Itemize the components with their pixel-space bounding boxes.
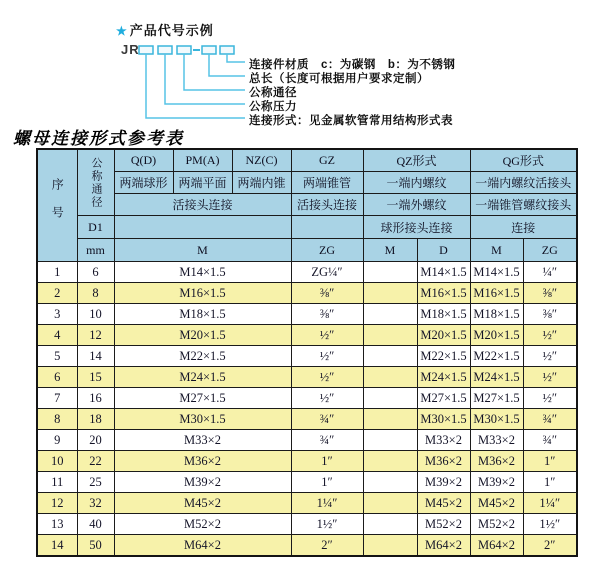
header-row-4 <box>37 216 577 239</box>
cell-qg-m: M14×1.5 <box>470 262 523 283</box>
cell-qg-m: M64×2 <box>470 535 523 557</box>
header-col-nz: NZ(C) <box>232 149 291 172</box>
cell-qg-m: M24×1.5 <box>470 367 523 388</box>
table-row <box>37 346 577 367</box>
cell-qz-m <box>363 514 417 535</box>
cell-dn: 15 <box>77 367 114 388</box>
header-qz-desc1: 一端内螺纹 <box>363 172 470 194</box>
cell-dn: 16 <box>77 388 114 409</box>
cell-m: M45×2 <box>114 493 291 514</box>
cell-gz: ½″ <box>291 346 363 367</box>
cell-no: 10 <box>37 451 77 472</box>
cell-qg-m: M52×2 <box>470 514 523 535</box>
table-body <box>37 262 577 557</box>
header-qpmnz-conn: 活接头连接 <box>114 194 291 216</box>
cell-gz: ¾″ <box>291 409 363 430</box>
cell-m: M18×1.5 <box>114 304 291 325</box>
cell-gz: 1″ <box>291 472 363 493</box>
cell-qz-m <box>363 262 417 283</box>
cell-qz-m <box>363 493 417 514</box>
header-blank-wide <box>114 216 291 239</box>
header-q-desc: 两端球形 <box>114 172 173 194</box>
cell-qz-m <box>363 409 417 430</box>
cell-gz: 1½″ <box>291 514 363 535</box>
cell-gz: ½″ <box>291 367 363 388</box>
cell-qz-d: M36×2 <box>417 451 470 472</box>
cell-qg-zg: ½″ <box>523 367 577 388</box>
cell-qg-zg: 1″ <box>523 472 577 493</box>
cell-qz-d: M64×2 <box>417 535 470 557</box>
table-row <box>37 409 577 430</box>
cell-dn: 22 <box>77 451 114 472</box>
cell-qg-m: M22×1.5 <box>470 346 523 367</box>
header-qz-d: D <box>417 239 470 262</box>
cell-gz: ¾″ <box>291 430 363 451</box>
code-box-1 <box>139 46 153 54</box>
header-qz-m: M <box>363 239 417 262</box>
table-title: 螺母连接形式参考表 <box>13 129 184 148</box>
cell-m: M24×1.5 <box>114 367 291 388</box>
cell-qz-d: M33×2 <box>417 430 470 451</box>
cell-qz-m <box>363 304 417 325</box>
table-row <box>37 262 577 283</box>
cell-m: M64×2 <box>114 535 291 557</box>
header-gz-conn: 活接头连接 <box>291 194 363 216</box>
cell-qz-d: M14×1.5 <box>417 262 470 283</box>
cell-qg-zg: ⅜″ <box>523 304 577 325</box>
code-prefix: JR <box>121 42 140 57</box>
header-nz-desc: 两端内锥 <box>232 172 291 194</box>
cell-dn: 18 <box>77 409 114 430</box>
table-row <box>37 472 577 493</box>
cell-dn: 6 <box>77 262 114 283</box>
header-row-3 <box>37 194 577 216</box>
cell-dn: 20 <box>77 430 114 451</box>
cell-dn: 10 <box>77 304 114 325</box>
cell-qz-d: M20×1.5 <box>417 325 470 346</box>
cell-m: M27×1.5 <box>114 388 291 409</box>
cell-dn: 25 <box>77 472 114 493</box>
cell-gz: 2″ <box>291 535 363 557</box>
cell-qg-m: M36×2 <box>470 451 523 472</box>
cell-no: 8 <box>37 409 77 430</box>
table-row <box>37 430 577 451</box>
cell-no: 14 <box>37 535 77 557</box>
header-col-gz: GZ <box>291 149 363 172</box>
cell-gz: 1″ <box>291 451 363 472</box>
cell-qg-zg: ½″ <box>523 346 577 367</box>
cell-gz: ZG¼″ <box>291 262 363 283</box>
cell-qg-m: M33×2 <box>470 430 523 451</box>
cell-m: M36×2 <box>114 451 291 472</box>
header-qg-desc2: 一端锥管螺纹接头 <box>470 194 577 216</box>
cell-qg-zg: 2″ <box>523 535 577 557</box>
cell-m: M39×2 <box>114 472 291 493</box>
cell-no: 11 <box>37 472 77 493</box>
cell-qg-zg: ¾″ <box>523 409 577 430</box>
cell-qz-m <box>363 451 417 472</box>
cell-qz-d: M16×1.5 <box>417 283 470 304</box>
header-tongjing: 公称通径 <box>77 149 114 216</box>
table-row <box>37 367 577 388</box>
cell-qg-zg: ⅜″ <box>523 283 577 304</box>
header-row-5 <box>37 239 577 262</box>
nut-connection-table <box>36 148 578 557</box>
cell-qz-m <box>363 367 417 388</box>
cell-m: M52×2 <box>114 514 291 535</box>
cell-dn: 12 <box>77 325 114 346</box>
cell-no: 3 <box>37 304 77 325</box>
header-qg-desc1: 一端内螺纹活接头 <box>470 172 577 194</box>
header-pm-desc: 两端平面 <box>173 172 232 194</box>
code-box-4 <box>202 46 216 54</box>
cell-qg-zg: ½″ <box>523 325 577 346</box>
cell-no: 4 <box>37 325 77 346</box>
header-zg: ZG <box>291 239 363 262</box>
header-col-q: Q(D) <box>114 149 173 172</box>
connector-line-diameter <box>184 54 245 90</box>
cell-qz-d: M18×1.5 <box>417 304 470 325</box>
cell-m: M16×1.5 <box>114 283 291 304</box>
cell-gz: ½″ <box>291 325 363 346</box>
cell-qz-d: M22×1.5 <box>417 346 470 367</box>
cell-no: 5 <box>37 346 77 367</box>
header-blank-gz <box>291 216 363 239</box>
cell-qg-m: M20×1.5 <box>470 325 523 346</box>
code-box-5 <box>220 46 234 54</box>
cell-qz-m <box>363 430 417 451</box>
cell-qz-m <box>363 346 417 367</box>
code-box-3 <box>177 46 191 54</box>
code-box-2 <box>158 46 172 54</box>
cell-m: M22×1.5 <box>114 346 291 367</box>
cell-dn: 40 <box>77 514 114 535</box>
cell-no: 6 <box>37 367 77 388</box>
code-label-material: 连接件材质 c：为碳钢 b：为不锈钢 <box>249 59 456 71</box>
table-row <box>37 304 577 325</box>
cell-qg-m: M45×2 <box>470 493 523 514</box>
table-row <box>37 535 577 557</box>
cell-no: 13 <box>37 514 77 535</box>
connector-line-material <box>227 54 245 62</box>
code-label-form: 连接形式：见金属软管常用结构形式表 <box>249 115 453 127</box>
table-row <box>37 283 577 304</box>
cell-dn: 50 <box>77 535 114 557</box>
connector-line-form <box>146 54 245 118</box>
cell-qz-d: M45×2 <box>417 493 470 514</box>
cell-qz-m <box>363 283 417 304</box>
header-col-qg: QG形式 <box>470 149 577 172</box>
header-m: M <box>114 239 291 262</box>
cell-qz-m <box>363 388 417 409</box>
cell-qg-zg: ¾″ <box>523 430 577 451</box>
header-qg-conn: 连接 <box>470 216 577 239</box>
table-row <box>37 325 577 346</box>
header-gz-desc: 两端锥管 <box>291 172 363 194</box>
cell-dn: 8 <box>77 283 114 304</box>
table-header <box>37 149 577 262</box>
cell-no: 7 <box>37 388 77 409</box>
code-label-pressure: 公称压力 <box>249 101 297 113</box>
cell-qg-zg: 1½″ <box>523 514 577 535</box>
cell-qg-zg: 1″ <box>523 451 577 472</box>
header-qg-m: M <box>470 239 523 262</box>
cell-no: 9 <box>37 430 77 451</box>
header-col-qz: QZ形式 <box>363 149 470 172</box>
cell-m: M33×2 <box>114 430 291 451</box>
cell-qg-zg: ¼″ <box>523 262 577 283</box>
header-row-2 <box>37 172 577 194</box>
cell-qz-d: M52×2 <box>417 514 470 535</box>
cell-qz-m <box>363 472 417 493</box>
cell-qg-m: M27×1.5 <box>470 388 523 409</box>
cell-qz-d: M27×1.5 <box>417 388 470 409</box>
cell-qz-d: M39×2 <box>417 472 470 493</box>
cell-qz-m <box>363 325 417 346</box>
cell-gz: ⅜″ <box>291 304 363 325</box>
cell-qz-m <box>363 535 417 557</box>
table-row <box>37 388 577 409</box>
cell-no: 1 <box>37 262 77 283</box>
diagram-heading <box>116 20 214 39</box>
cell-qz-d: M30×1.5 <box>417 409 470 430</box>
table-row <box>37 451 577 472</box>
cell-gz: ⅜″ <box>291 283 363 304</box>
cell-m: M20×1.5 <box>114 325 291 346</box>
cell-qg-zg: ½″ <box>523 388 577 409</box>
cell-no: 12 <box>37 493 77 514</box>
cell-dn: 14 <box>77 346 114 367</box>
header-d1: D1 <box>77 216 114 239</box>
cell-qz-d: M24×1.5 <box>417 367 470 388</box>
header-mm: mm <box>77 239 114 262</box>
cell-qg-m: M16×1.5 <box>470 283 523 304</box>
cell-m: M14×1.5 <box>114 262 291 283</box>
table-row <box>37 514 577 535</box>
header-qz-conn: 球形接头连接 <box>363 216 470 239</box>
header-col-pm: PM(A) <box>173 149 232 172</box>
code-label-length: 总长（长度可根据用户要求定制） <box>249 73 429 85</box>
star-icon: ★ <box>116 24 128 38</box>
cell-qg-m: M30×1.5 <box>470 409 523 430</box>
header-xuhao: 序号 <box>37 149 77 262</box>
cell-qg-m: M18×1.5 <box>470 304 523 325</box>
cell-no: 2 <box>37 283 77 304</box>
diagram-heading-text: 产品代号示例 <box>129 23 214 38</box>
code-label-diameter: 公称通径 <box>249 87 297 99</box>
cell-gz: 1¼″ <box>291 493 363 514</box>
header-row-1 <box>37 149 577 172</box>
cell-gz: ½″ <box>291 388 363 409</box>
cell-qg-zg: 1¼″ <box>523 493 577 514</box>
cell-m: M30×1.5 <box>114 409 291 430</box>
cell-qg-m: M39×2 <box>470 472 523 493</box>
cell-dn: 32 <box>77 493 114 514</box>
table-row <box>37 493 577 514</box>
header-qg-zg: ZG <box>523 239 577 262</box>
header-qz-desc2: 一端外螺纹 <box>363 194 470 216</box>
